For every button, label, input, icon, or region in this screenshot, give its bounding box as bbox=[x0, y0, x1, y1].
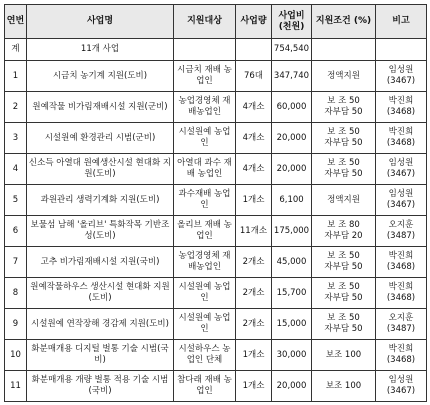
cond-line: 보 조 50 bbox=[327, 127, 360, 137]
cond-line: 보조 100 bbox=[325, 380, 362, 391]
note-extension: (3468) bbox=[386, 293, 416, 303]
cond-line: 보 조 80 bbox=[327, 220, 360, 230]
total-scale bbox=[236, 39, 272, 61]
row-note bbox=[376, 278, 427, 309]
row-name: 원예작물하우스 생산시설 현대화 지원(도비) bbox=[27, 278, 174, 309]
table-row bbox=[5, 340, 427, 371]
row-target: 농업경영체 재배농업인 bbox=[174, 92, 236, 123]
row-no: 6 bbox=[5, 216, 27, 247]
cond-line: 정액지원 bbox=[327, 194, 360, 205]
note-contact-name: 박진희 bbox=[388, 127, 414, 137]
row-cond bbox=[312, 371, 376, 402]
header-name: 사업명 bbox=[27, 5, 174, 39]
row-cond bbox=[312, 309, 376, 340]
note-contact-name: 임성원 bbox=[388, 65, 414, 75]
row-no: 7 bbox=[5, 247, 27, 278]
total-name: 11개 사업 bbox=[27, 39, 174, 61]
row-name: 원예작물 비가림재배시설 지원(군비) bbox=[27, 92, 174, 123]
header-no: 연번 bbox=[5, 5, 27, 39]
header-cond: 지원조건 (%) bbox=[312, 5, 376, 39]
cond-line: 보 조 50 bbox=[327, 96, 360, 106]
row-note bbox=[376, 123, 427, 154]
note-extension: (3468) bbox=[386, 107, 416, 117]
row-name: 시금치 농기계 지원(도비) bbox=[27, 61, 174, 92]
row-budget: 45,000 bbox=[272, 247, 312, 278]
header-budget: 사업비 (천원) bbox=[272, 5, 312, 39]
row-name: 시설원예 환경관리 시범(군비) bbox=[27, 123, 174, 154]
row-note bbox=[376, 61, 427, 92]
row-name: 고추 비가림재배시설 지원(국비) bbox=[27, 247, 174, 278]
cond-line: 보 조 50 bbox=[327, 158, 360, 168]
note-extension: (3468) bbox=[386, 138, 416, 148]
note-extension: (3467) bbox=[386, 76, 416, 86]
row-no: 10 bbox=[5, 340, 27, 371]
row-note bbox=[376, 309, 427, 340]
row-note bbox=[376, 92, 427, 123]
note-extension: (3467) bbox=[386, 200, 416, 210]
total-note bbox=[376, 39, 427, 61]
support-projects-table bbox=[4, 4, 427, 402]
table-row bbox=[5, 92, 427, 123]
table-row bbox=[5, 61, 427, 92]
cond-line: 보 조 50 bbox=[327, 313, 360, 323]
cond-line: 보 조 50 bbox=[327, 251, 360, 261]
row-target: 시설원예 농업인 bbox=[174, 123, 236, 154]
row-no: 11 bbox=[5, 371, 27, 402]
row-name: 화분매개용 개량 벌통 적용 기술 시범(국비) bbox=[27, 371, 174, 402]
row-name: 과원관리 생력기계화 지원(도비) bbox=[27, 185, 174, 216]
cond-line: 자부담 50 bbox=[324, 138, 363, 148]
note-contact-name: 임성원 bbox=[388, 375, 414, 385]
row-budget: 20,000 bbox=[272, 154, 312, 185]
row-target: 시설하우스 농업인 단체 bbox=[174, 340, 236, 371]
note-contact-name: 박진희 bbox=[388, 251, 414, 261]
note-contact-name: 오지훈 bbox=[388, 220, 414, 230]
note-contact-name: 임성원 bbox=[388, 158, 414, 168]
table-row bbox=[5, 123, 427, 154]
row-name: 시설원예 연작장해 경감제 지원(도비) bbox=[27, 309, 174, 340]
row-note bbox=[376, 216, 427, 247]
row-budget: 20,000 bbox=[272, 123, 312, 154]
note-extension: (3468) bbox=[386, 355, 416, 365]
row-target: 참다래 재배 농업인 bbox=[174, 371, 236, 402]
row-budget: 15,000 bbox=[272, 309, 312, 340]
row-target: 시설원예 농업인 bbox=[174, 309, 236, 340]
row-cond bbox=[312, 278, 376, 309]
row-scale: 4개소 bbox=[236, 92, 272, 123]
header-row bbox=[5, 5, 427, 39]
row-note bbox=[376, 185, 427, 216]
table-row bbox=[5, 185, 427, 216]
cond-line: 자부담 50 bbox=[324, 324, 363, 334]
row-target: 아열대 과수 재배 농업인 bbox=[174, 154, 236, 185]
cond-line: 자부담 20 bbox=[324, 231, 363, 241]
cond-line: 정액지원 bbox=[327, 70, 360, 81]
cond-line: 자부담 50 bbox=[324, 107, 363, 117]
row-scale: 2개소 bbox=[236, 278, 272, 309]
row-cond bbox=[312, 154, 376, 185]
table-row bbox=[5, 216, 427, 247]
row-name: 화분매개용 디지털 벌통 기술 시범(국비) bbox=[27, 340, 174, 371]
row-name: 보물섬 남해 '올리브' 특화작목 기반조성(도비) bbox=[27, 216, 174, 247]
row-note bbox=[376, 247, 427, 278]
note-contact-name: 오지훈 bbox=[388, 313, 414, 323]
note-extension: (3467) bbox=[386, 386, 416, 396]
row-budget: 347,740 bbox=[272, 61, 312, 92]
total-budget: 754,540 bbox=[272, 39, 312, 61]
note-contact-name: 임성원 bbox=[388, 189, 414, 199]
cond-line: 보조 100 bbox=[325, 349, 362, 360]
table-row bbox=[5, 371, 427, 402]
cond-line: 자부담 50 bbox=[324, 262, 363, 272]
row-no: 8 bbox=[5, 278, 27, 309]
row-scale: 2개소 bbox=[236, 247, 272, 278]
row-cond bbox=[312, 185, 376, 216]
table-row bbox=[5, 247, 427, 278]
row-note bbox=[376, 154, 427, 185]
row-scale: 11개소 bbox=[236, 216, 272, 247]
row-target: 과수재배 농업인 bbox=[174, 185, 236, 216]
row-name: 신소득 아열대 원예생산시설 현대화 지원(도비) bbox=[27, 154, 174, 185]
row-scale: 4개소 bbox=[236, 123, 272, 154]
table-row bbox=[5, 309, 427, 340]
total-no: 계 bbox=[5, 39, 27, 61]
row-cond bbox=[312, 247, 376, 278]
row-cond bbox=[312, 61, 376, 92]
row-cond bbox=[312, 216, 376, 247]
row-cond bbox=[312, 123, 376, 154]
row-no: 3 bbox=[5, 123, 27, 154]
row-budget: 6,100 bbox=[272, 185, 312, 216]
row-no: 9 bbox=[5, 309, 27, 340]
total-target bbox=[174, 39, 236, 61]
header-target: 지원대상 bbox=[174, 5, 236, 39]
row-no: 5 bbox=[5, 185, 27, 216]
row-scale: 76대 bbox=[236, 61, 272, 92]
row-no: 1 bbox=[5, 61, 27, 92]
row-budget: 30,000 bbox=[272, 340, 312, 371]
row-scale: 2개소 bbox=[236, 309, 272, 340]
table-row bbox=[5, 278, 427, 309]
row-budget: 20,000 bbox=[272, 371, 312, 402]
row-budget: 15,700 bbox=[272, 278, 312, 309]
header-scale: 사업량 bbox=[236, 5, 272, 39]
row-note bbox=[376, 371, 427, 402]
row-cond bbox=[312, 340, 376, 371]
table-row bbox=[5, 154, 427, 185]
note-contact-name: 박진희 bbox=[388, 344, 414, 354]
row-budget: 60,000 bbox=[272, 92, 312, 123]
note-extension: (3467) bbox=[386, 169, 416, 179]
note-extension: (3468) bbox=[386, 262, 416, 272]
total-row bbox=[5, 39, 427, 61]
row-target: 시설원예 농업인 bbox=[174, 278, 236, 309]
total-cond bbox=[312, 39, 376, 61]
cond-line: 자부담 50 bbox=[324, 293, 363, 303]
row-note bbox=[376, 340, 427, 371]
row-scale: 4개소 bbox=[236, 154, 272, 185]
row-no: 2 bbox=[5, 92, 27, 123]
row-budget: 175,000 bbox=[272, 216, 312, 247]
cond-line: 보 조 50 bbox=[327, 282, 360, 292]
note-extension: (3487) bbox=[386, 324, 416, 334]
row-no: 4 bbox=[5, 154, 27, 185]
row-target: 올리브 재배 농업인 bbox=[174, 216, 236, 247]
row-cond bbox=[312, 92, 376, 123]
cond-line: 자부담 50 bbox=[324, 169, 363, 179]
note-contact-name: 박진희 bbox=[388, 96, 414, 106]
note-contact-name: 박진희 bbox=[388, 282, 414, 292]
row-scale: 1개소 bbox=[236, 340, 272, 371]
row-target: 농업경영체 재배농업인 bbox=[174, 247, 236, 278]
row-scale: 1개소 bbox=[236, 371, 272, 402]
row-target: 시금치 재배 농업인 bbox=[174, 61, 236, 92]
header-note: 비고 bbox=[376, 5, 427, 39]
row-scale: 1개소 bbox=[236, 185, 272, 216]
note-extension: (3487) bbox=[386, 231, 416, 241]
